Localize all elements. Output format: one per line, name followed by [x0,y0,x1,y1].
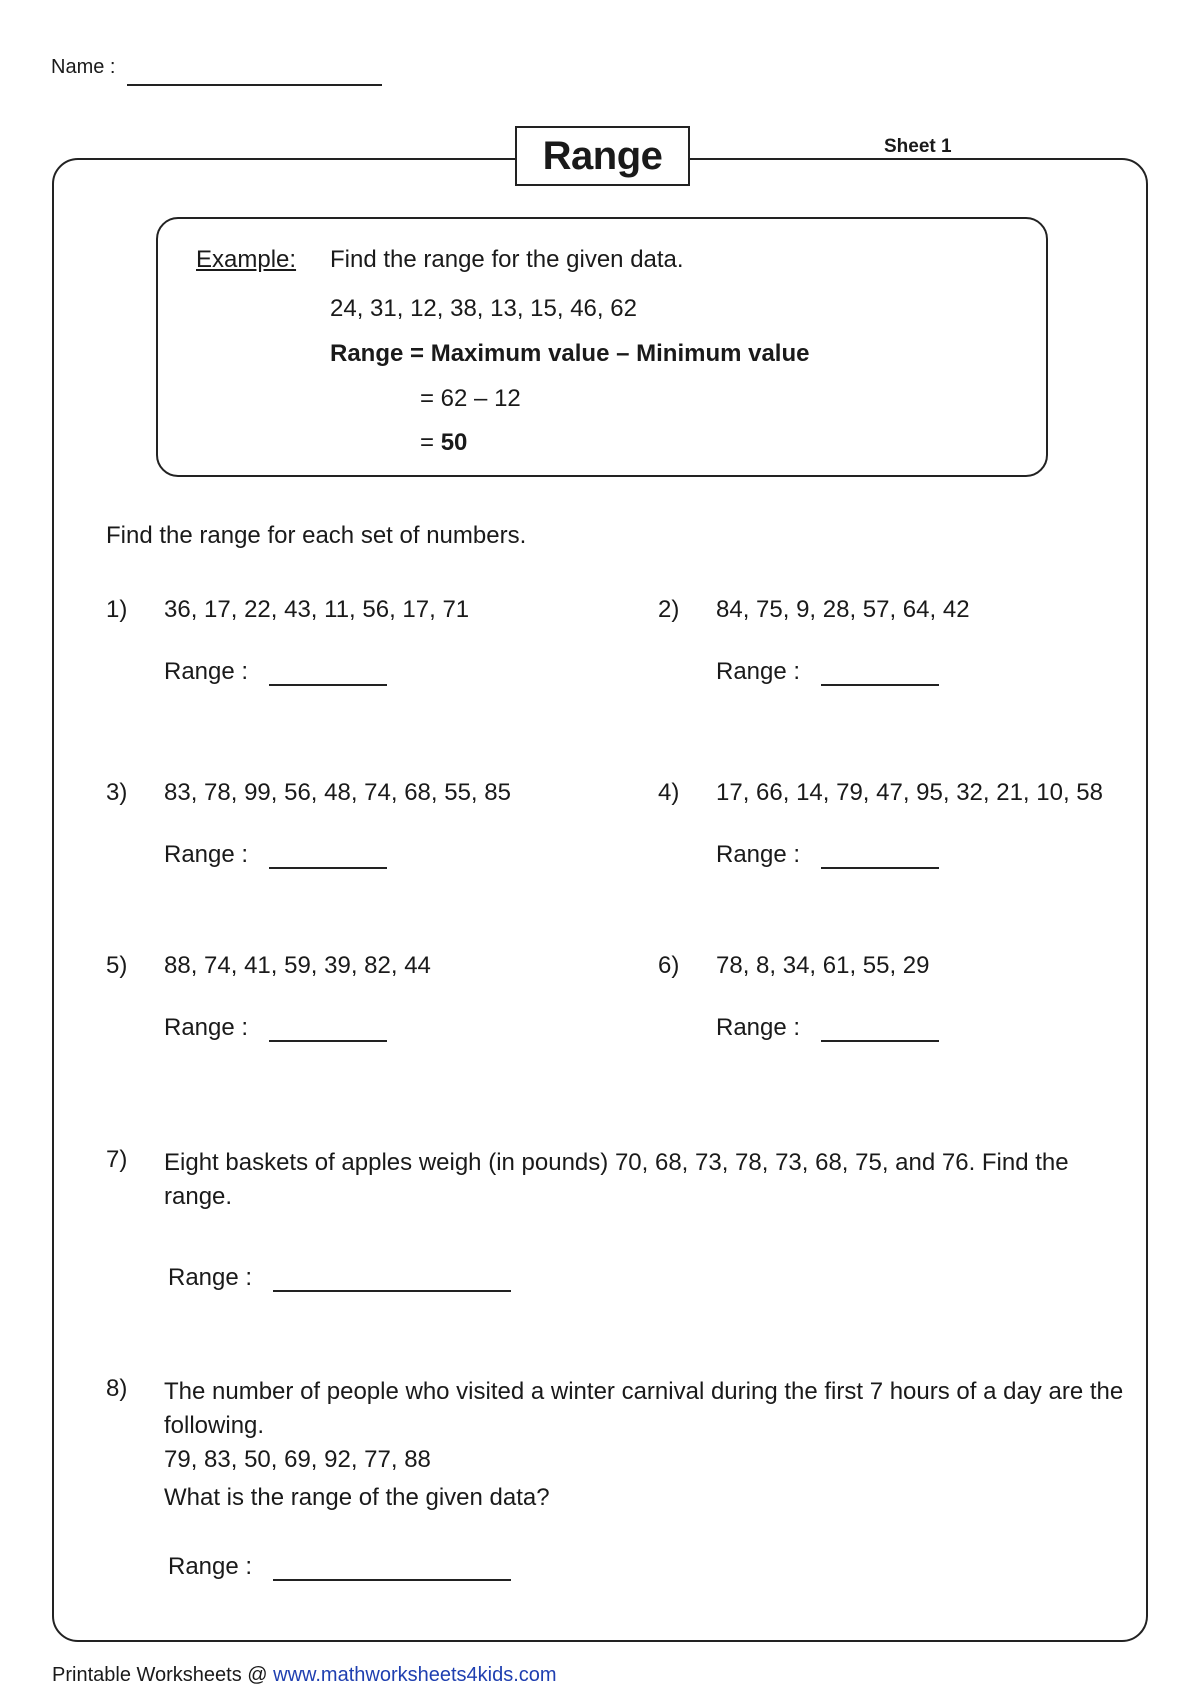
footer-prefix: Printable Worksheets @ [52,1664,274,1686]
question-text-main: The number of people who visited a winter carnival during the first 7 hours of a day are the following. [164,1378,1124,1439]
question-number: 2) [658,596,680,623]
answer-blank[interactable] [273,1266,511,1292]
question-data: 83, 78, 99, 56, 48, 74, 68, 55, 85 [164,779,511,806]
range-label: Range : [716,841,801,868]
answer-blank[interactable] [821,660,939,686]
example-step-2 [420,429,467,457]
question-number: 1) [106,596,128,623]
example-formula: Range = Maximum value – Minimum value [330,340,810,367]
range-answer [716,841,939,869]
example-answer: 50 [440,429,468,456]
range-label: Range : [168,1264,253,1291]
question-data: 78, 8, 34, 61, 55, 29 [716,952,930,979]
instructions: Find the range for each set of numbers. [106,522,527,549]
question-number: 6) [658,952,680,979]
question-text: Eight baskets of apples weigh (in pounds) 70, 68, 73, 78, 73, 68, 75, and 76. Find the range. [164,1149,1069,1210]
range-answer [716,658,939,686]
range-label: Range : [716,1014,801,1041]
example-label: Example: [196,246,297,273]
question-data: 36, 17, 22, 43, 11, 56, 17, 71 [164,596,470,623]
range-answer [164,658,387,686]
worksheet-title: Range [515,126,690,186]
question-text [164,1375,1124,1515]
question-data: 84, 75, 9, 28, 57, 64, 42 [716,596,970,623]
question-number: 5) [106,952,128,979]
question-data: 88, 74, 41, 59, 39, 82, 44 [164,952,431,979]
answer-blank[interactable] [821,1016,939,1042]
range-answer [716,1014,939,1042]
answer-blank[interactable] [269,843,387,869]
example-instruction: Find the range for the given data. [330,246,684,273]
sheet-label: Sheet 1 [884,136,952,157]
answer-blank[interactable] [273,1555,511,1581]
range-answer [164,841,387,869]
example-data: 24, 31, 12, 38, 13, 15, 46, 62 [330,295,637,322]
footer [52,1664,557,1687]
question-data: 17, 66, 14, 79, 47, 95, 32, 21, 10, 58 [716,779,1103,806]
answer-blank[interactable] [269,660,387,686]
range-answer [168,1553,511,1581]
example-step-1: = 62 – 12 [420,385,521,412]
question-number: 4) [658,779,680,806]
answer-blank[interactable] [821,843,939,869]
range-label: Range : [164,1014,249,1041]
range-label: Range : [164,658,249,685]
name-label: Name : [51,56,116,78]
question-number: 3) [106,779,128,806]
example-step-2-eq: = [420,429,441,456]
range-label: Range : [716,658,801,685]
question-prompt: What is the range of the given data? [164,1484,550,1511]
range-label: Range : [164,841,249,868]
footer-site-link[interactable]: www.mathworksheets4kids.com [273,1664,557,1686]
name-field-line[interactable] [127,84,382,86]
range-answer [164,1014,387,1042]
range-label: Range : [168,1553,253,1580]
question-data: 79, 83, 50, 69, 92, 77, 88 [164,1446,431,1473]
answer-blank[interactable] [269,1016,387,1042]
question-number: 7) [106,1146,128,1173]
question-number: 8) [106,1375,128,1402]
range-answer [168,1264,511,1292]
